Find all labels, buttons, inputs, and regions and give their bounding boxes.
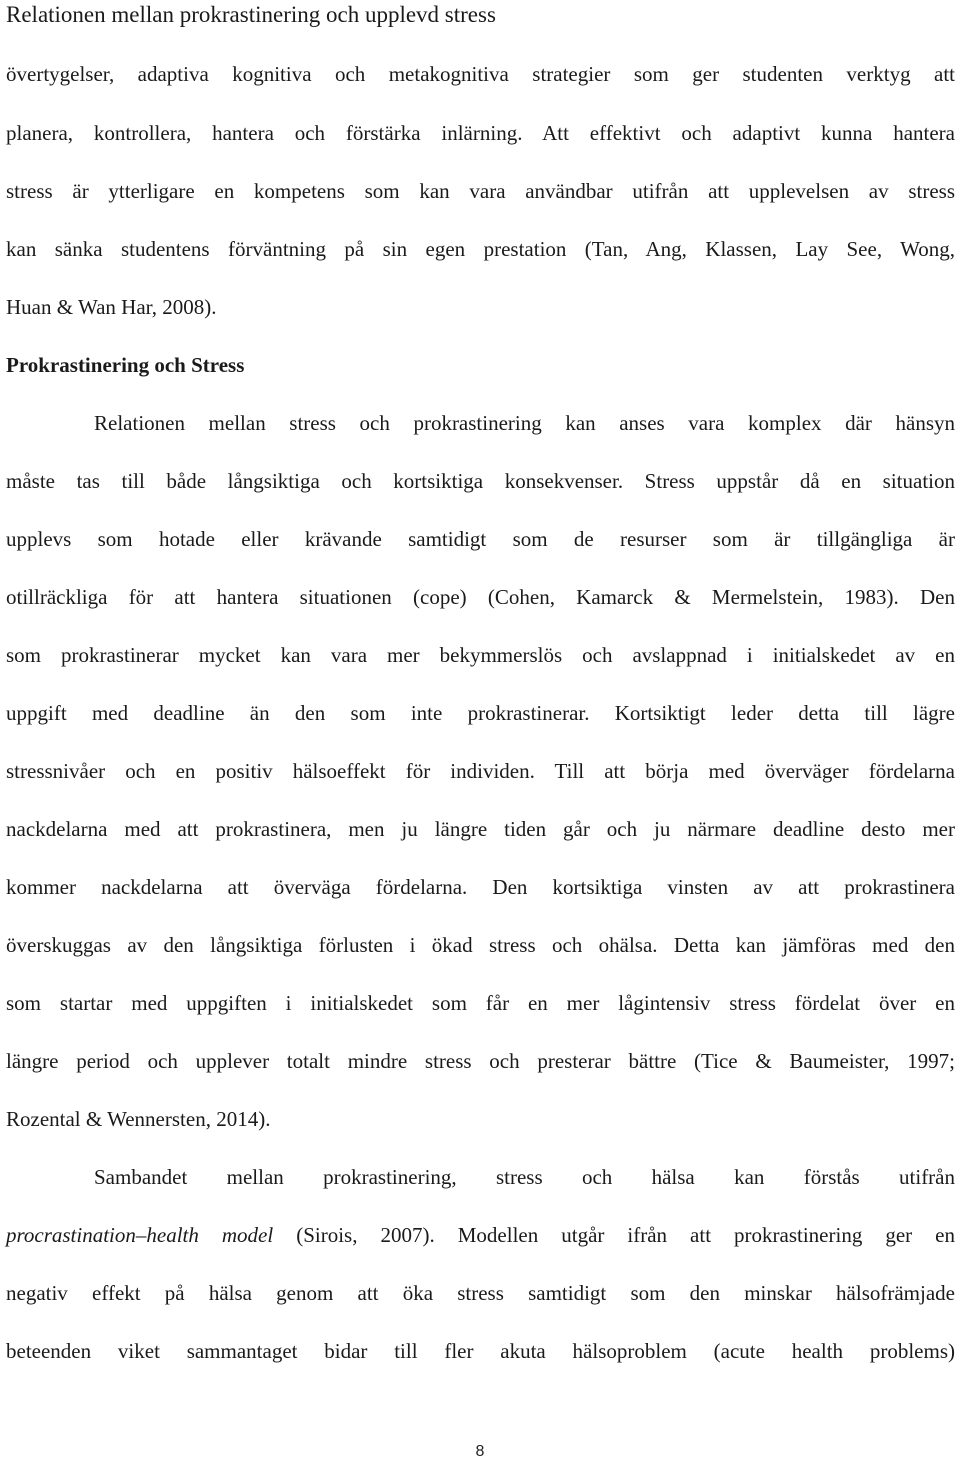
text-line: måste tas till både långsiktiga och kortsiktiga konsekvenser. Stress uppstår då en situation <box>6 469 955 493</box>
text-line: beteenden viket sammantaget bidar till fler akuta hälsoproblem (acute health problems) <box>6 1339 955 1363</box>
text-line: planera, kontrollera, hantera och förstärka inlärning. Att effektivt och adaptivt kunna hantera <box>6 121 955 145</box>
page-number: 8 <box>475 1443 485 1460</box>
italic-term: procrastination–health model <box>6 1223 274 1247</box>
text-line: som prokrastinerar mycket kan vara mer bekymmerslös och avslappnad i initialskedet av en <box>6 643 955 667</box>
text-run: (Sirois, 2007). Modellen utgår ifrån att prokrastinering ger en <box>273 1223 955 1247</box>
text-line: som startar med uppgiften i initialskedet som får en mer lågintensiv stress fördelat över en <box>6 991 955 1015</box>
text-line: upplevs som hotade eller krävande samtidigt som de resurser som är tillgängliga är <box>6 527 955 551</box>
section-heading: Prokrastinering och Stress <box>6 353 245 377</box>
text-line: längre period och upplever totalt mindre stress och presterar bättre (Tice & Baumeister, 1997; <box>6 1049 955 1073</box>
running-head: Relationen mellan prokrastinering och upplevd stress <box>6 2 496 27</box>
text-line: nackdelarna med att prokrastinera, men ju längre tiden går och ju närmare deadline desto mer <box>6 817 955 841</box>
text-line: Sambandet mellan prokrastinering, stress och hälsa kan förstås utifrån <box>94 1165 955 1189</box>
text-line: Rozental & Wennersten, 2014). <box>6 1107 271 1131</box>
text-line: Huan & Wan Har, 2008). <box>6 295 217 319</box>
text-line: överskuggas av den långsiktiga förlusten i ökad stress och ohälsa. Detta kan jämföras med den <box>6 933 955 957</box>
text-line: övertygelser, adaptiva kognitiva och metakognitiva strategier som ger studenten verktyg att <box>6 62 955 86</box>
text-line: negativ effekt på hälsa genom att öka stress samtidigt som den minskar hälsofrämjade <box>6 1281 955 1305</box>
text-line: stress är ytterligare en kompetens som kan vara användbar utifrån att upplevelsen av stress <box>6 179 955 203</box>
text-line: Relationen mellan stress och prokrastinering kan anses vara komplex där hänsyn <box>94 411 955 435</box>
text-line: kan sänka studentens förväntning på sin egen prestation (Tan, Ang, Klassen, Lay See, Wong, <box>6 237 955 261</box>
text-line: kommer nackdelarna att överväga fördelarna. Den kortsiktiga vinsten av att prokrastinera <box>6 875 955 899</box>
text-line: otillräckliga för att hantera situationen (cope) (Cohen, Kamarck & Mermelstein, 1983). Den <box>6 585 955 609</box>
text-line: uppgift med deadline än den som inte prokrastinerar. Kortsiktigt leder detta till lägre <box>6 701 955 725</box>
text-line: stressnivåer och en positiv hälsoeffekt för individen. Till att börja med överväger fördelarna <box>6 759 955 783</box>
text-line <box>6 1220 955 1250</box>
